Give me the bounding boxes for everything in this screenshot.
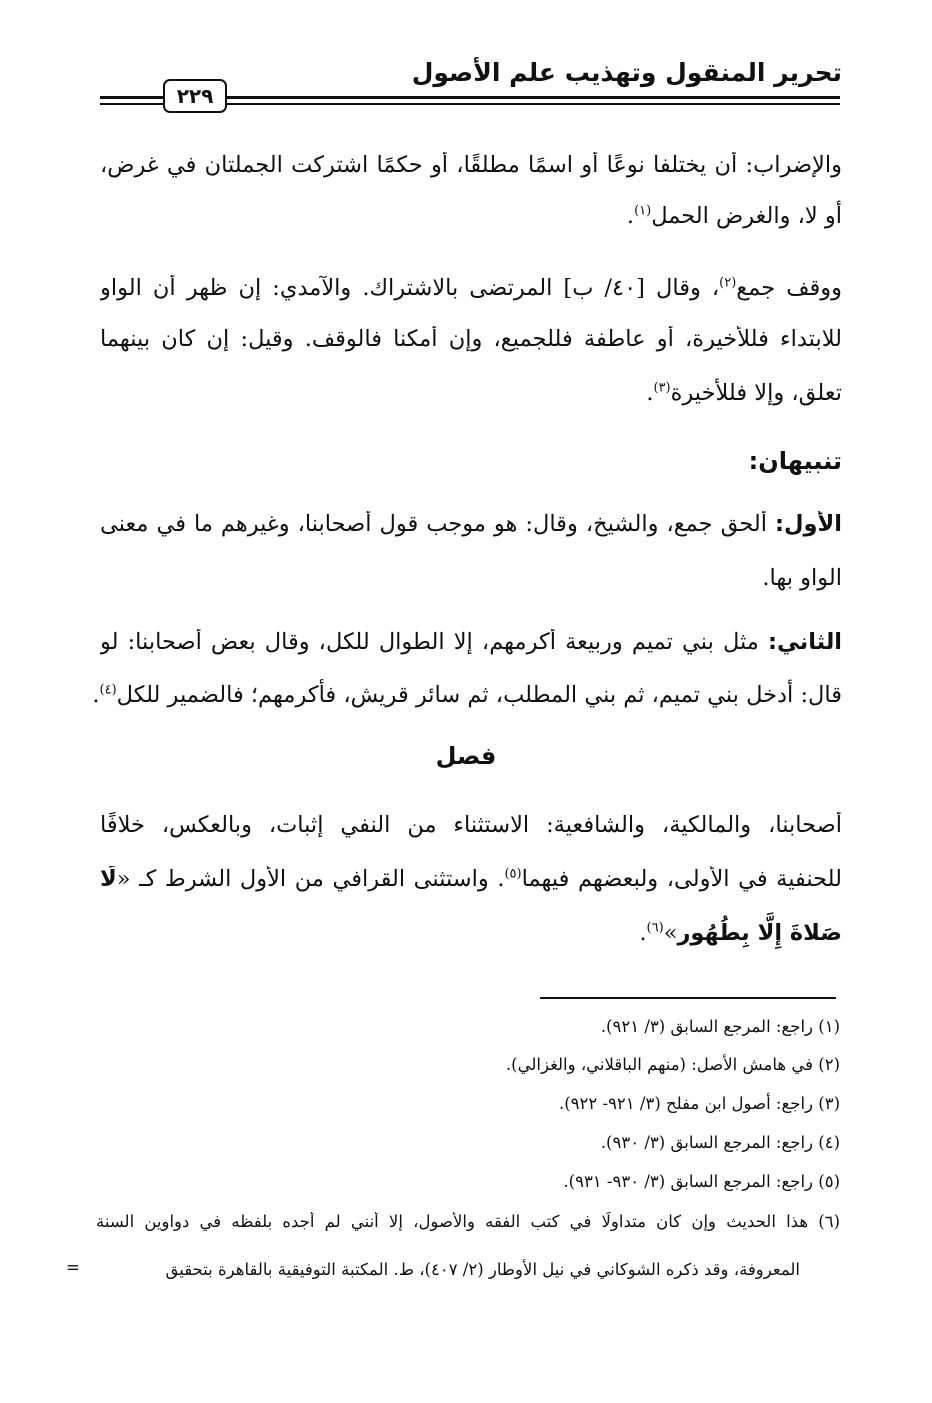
- footnote-6-line-1: (٦) هذا الحديث وإن كان متداولًا في كتب الفقه والأصول، إلا أنني لم أجده بلفظه في دواوين السنة: [96, 1212, 840, 1231]
- footnote-ref-2[interactable]: (٢): [719, 275, 737, 291]
- footnote-continuation-mark: =: [66, 1258, 80, 1277]
- hadith-text-start: لَا: [100, 866, 117, 892]
- footnote-ref-4[interactable]: (٤): [99, 682, 117, 698]
- section-heading-notes: تنبيهان:: [748, 447, 842, 475]
- footnote-ref-1[interactable]: (١): [634, 203, 652, 219]
- paragraph-2-line-2: للابتداء فللأخيرة، أو عاطفة فللجميع، وإن أمكنا فالوقف. وقيل: إن كان بينهما: [100, 326, 842, 352]
- page-number-box: ٢٢٩: [163, 79, 227, 113]
- footnote-5: (٥) راجع: المرجع السابق (٣/ ٩٣٠- ٩٣١).: [563, 1172, 840, 1191]
- second-note-label: الثاني:: [767, 629, 842, 655]
- paragraph-1-line-2: أو لا، والغرض الحمل$^{(١)}$.: [626, 203, 842, 229]
- paragraph-3-line-2: الواو بها.: [762, 565, 842, 591]
- footnote-2: (٢) في هامش الأصل: (منهم الباقلاني، والغزالي).: [505, 1055, 840, 1074]
- footnote-3: (٣) راجع: أصول ابن مفلح (٣/ ٩٢١- ٩٢٢).: [558, 1094, 840, 1113]
- paragraph-5-line-3: صَلاةَ إِلَّا بِطُهُور»$^{(٦)}$.: [639, 920, 842, 946]
- section-heading-chapter: فصل: [435, 742, 497, 770]
- footnote-ref-6[interactable]: (٦): [646, 920, 664, 936]
- hadith-text: صَلاةَ إِلَّا بِطُهُور: [677, 920, 842, 946]
- first-note-label: الأول:: [775, 511, 842, 537]
- paragraph-2-line-1: ووقف جمع$^{(٢)}$، وقال [٤٠/ ب] المرتضى بالاشتراك. والآمدي: إن ظهر أن الواو: [100, 275, 842, 301]
- paragraph-3-line-1: الأول: ألحق جمع، والشيخ، وقال: هو موجب قول أصحابنا، وغيرهم ما في معنى: [100, 511, 842, 537]
- footnote-6-line-2: المعروفة، وقد ذكره الشوكاني في نيل الأوطار (٢/ ٤٠٧)، ط. المكتبة التوفيقية بالقاهرة بتحقيق: [165, 1260, 800, 1279]
- paragraph-4-line-1: الثاني: مثل بني تميم وربيعة أكرمهم، إلا الطوال للكل، وقال بعض أصحابنا: لو: [100, 629, 842, 655]
- footnote-4: (٤) راجع: المرجع السابق (٣/ ٩٣٠).: [600, 1133, 840, 1152]
- running-header-title: تحرير المنقول وتهذيب علم الأصول: [411, 58, 842, 87]
- footnote-ref-3[interactable]: (٣): [653, 380, 671, 396]
- paragraph-5-line-2: للحنفية في الأولى، ولبعضهم فيهما$^{(٥)}$. واستثنى القرافي من الأول الشرط كـ «لَا: [100, 866, 842, 892]
- footnote-1: (١) راجع: المرجع السابق (٣/ ٩٢١).: [600, 1017, 840, 1036]
- footnote-ref-5[interactable]: (٥): [504, 866, 522, 882]
- paragraph-1-line-1: والإضراب: أن يختلفا نوعًا أو اسمًا مطلقًا، أو حكمًا اشتركت الجملتان في غرض،: [100, 152, 842, 178]
- footnote-separator: [540, 997, 836, 999]
- paragraph-4-line-2: قال: أدخل بني تميم، ثم بني المطلب، ثم سائر قريش، فأكرمهم؛ فالضمير للكل$^{(٤)}$.: [92, 682, 842, 708]
- paragraph-2-line-3: تعلق، وإلا فللأخيرة$^{(٣)}$.: [646, 380, 842, 406]
- paragraph-5-line-1: أصحابنا، والمالكية، والشافعية: الاستثناء من النفي إثبات، وبالعكس، خلافًا: [100, 812, 842, 838]
